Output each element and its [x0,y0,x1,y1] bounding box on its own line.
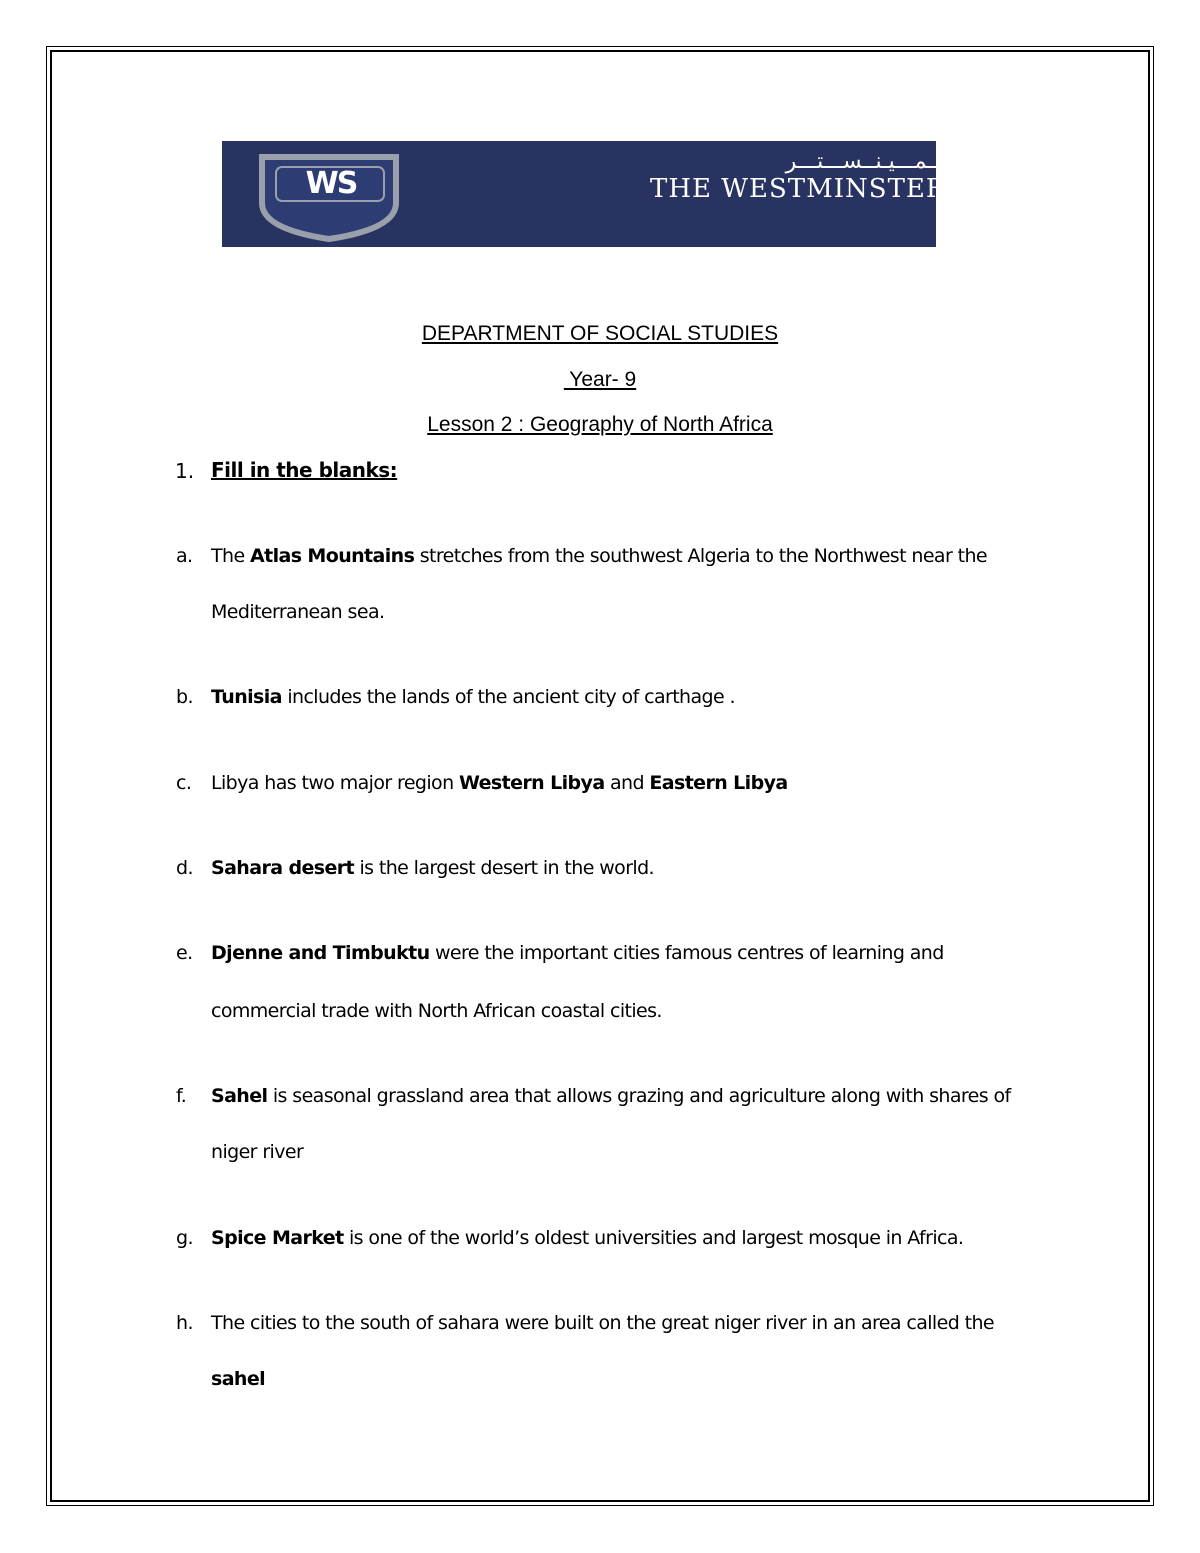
item-text: Tunisia includes the lands of the ancient city of carthage . [211,686,735,708]
year-heading: Year- 9 [563,368,637,391]
item-text-continued: niger river [211,1141,304,1163]
item-text: Sahel is seasonal grassland area that allows grazing and agriculture along with shares of [211,1085,1011,1107]
logo-letters: WS [305,166,357,201]
school-banner [222,141,1118,247]
school-name-arabic: مـــدرســــة وســـتـــمـــيـنــســـتـــر [785,149,1118,174]
item-text: The Atlas Mountains stretches from the southwest Algeria to the Northwest near the [211,545,987,567]
item-text: Libya has two major region Western Libya and Eastern Libya [211,772,788,794]
item-text-continued: Mediterranean sea. [211,601,385,623]
item-marker: e. [176,942,193,964]
item-text: Sahara desert is the largest desert in the world. [211,857,654,879]
department-heading: DEPARTMENT OF SOCIAL STUDIES [421,322,779,345]
item-text: Djenne and Timbuktu were the important cities famous centres of learning and [211,942,944,964]
school-name: THE WESTMINSTER SCHOOL [650,174,1083,204]
item-text-continued: commercial trade with North African coastal cities. [211,1000,662,1022]
item-marker: a. [176,545,193,567]
item-marker: c. [176,772,192,794]
item-marker: b. [176,686,193,708]
item-marker: f. [176,1085,187,1107]
item-marker: d. [176,857,193,879]
item-marker: h. [176,1312,193,1334]
lesson-heading: Lesson 2 : Geography of North Africa [427,413,773,436]
item-text: The cities to the south of sahara were built on the great niger river in an area called the [211,1312,994,1334]
item-text: Spice Market is one of the world’s oldest universities and largest mosque in Africa. [211,1227,964,1249]
item-text-continued: sahel [211,1368,266,1390]
item-marker: g. [176,1227,193,1249]
question-number: 1. [175,459,195,483]
question-title: Fill in the blanks: [211,458,398,482]
